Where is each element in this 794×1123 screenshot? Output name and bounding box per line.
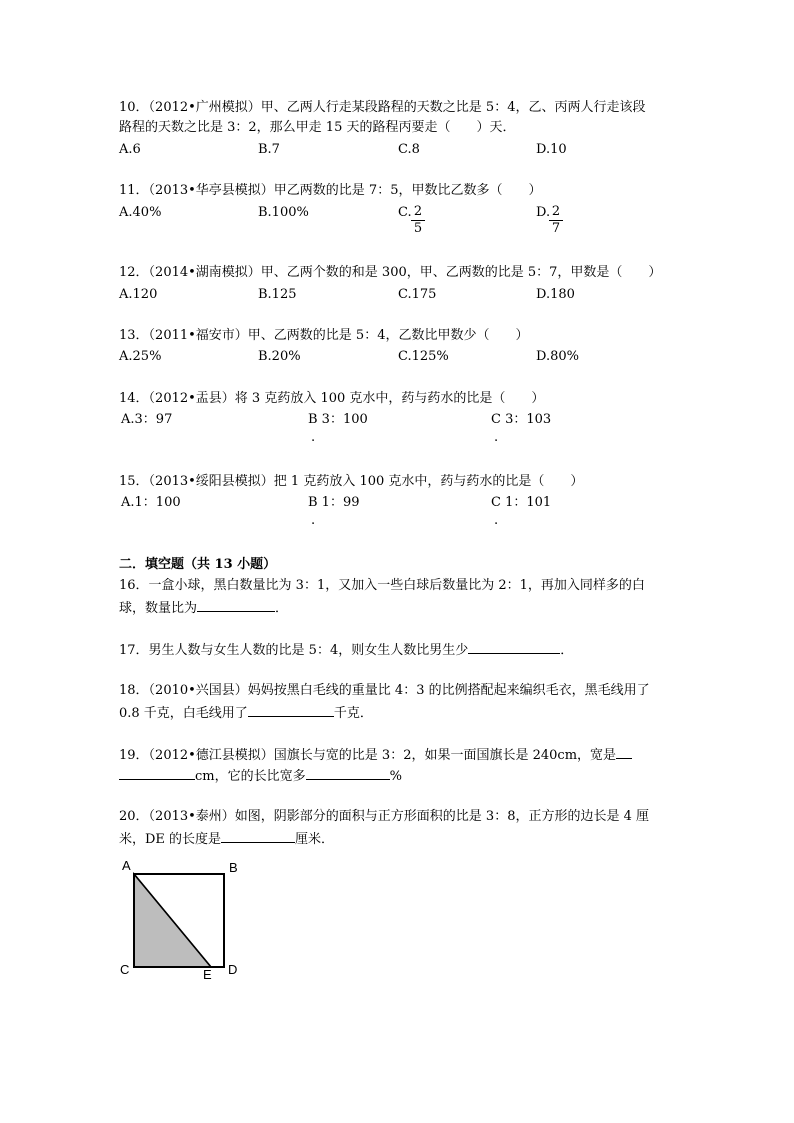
q15-option-a: A.1：100 [121,495,181,510]
q12-line1: 12．（2014•湖南模拟）甲、乙两个数的和是 300，甲、乙两数的比是 5：7，甲数是（ ） [119,265,662,280]
q14-option-c: C 3：103 [491,412,552,427]
q11-c-denominator: 5 [413,221,423,236]
q12-option-b: B.125 [258,287,297,302]
label-b: B [229,860,238,875]
q11-option-d: D. [536,205,551,220]
q16-line2-end: ． [275,601,289,616]
section-title: 二．填空题（共 13 小题） [119,557,277,572]
q11-d-numerator: 2 [549,204,563,221]
q19-line2-end: % [389,769,402,784]
q16-line2 [119,597,288,619]
q18-line1: 18．（2010•兴国县）妈妈按黑白毛线的重量比 4：3 的比例搭配起来编织毛衣，黑毛线用了 [119,683,650,698]
q12-option-d: D.180 [536,287,575,302]
label-a: A [122,858,131,873]
q20-line1: 20．（2013•泰州）如图，阴影部分的面积与正方形面积的比是 3：8，正方形的边长是 4 厘 [119,809,650,824]
q11-option-c-fraction [411,204,425,237]
q12-option-a: A.120 [119,287,158,302]
q15-option-b-dot: . [311,513,316,528]
q11-option-a: A.40% [119,205,162,220]
q17-answer-blank[interactable] [468,639,560,654]
q14-option-b: B 3：100 [308,412,368,427]
square-figure [110,850,260,980]
q13-option-a: A.25% [119,349,162,364]
q11-c-numerator: 2 [411,204,425,221]
q13-option-d: D.80% [536,349,579,364]
q20-line2-text: 米，DE 的长度是 [119,832,222,847]
q14-line1: 14．（2012•盂县）将 3 克药放入 100 克水中，药与药水的比是（ ） [119,391,545,406]
q18-line2-text: 0.8 千克，白毛线用了 [119,706,248,721]
q19-percent-blank[interactable] [306,765,390,780]
q20-answer-blank[interactable] [221,828,295,843]
q11-option-b: B.100% [258,205,309,220]
q12-option-c: C.175 [398,287,437,302]
q11-line1: 11．（2013•华亭县模拟）甲乙两数的比是 7：5，甲数比乙数多（ ） [119,183,542,198]
q15-option-c-dot: . [494,513,499,528]
q10-line2: 路程的天数之比是 3：2，那么甲走 15 天的路程丙要走（ ）天． [119,120,516,135]
q19-width-blank[interactable] [119,765,195,780]
q18-line2 [119,702,373,724]
q16-line2-text: 球，数量比为 [119,601,198,616]
q16-answer-blank[interactable] [197,597,275,612]
q18-line2-end: 千克． [333,706,373,721]
q20-line2-end: 厘米． [295,832,335,847]
q19-line1 [119,744,632,766]
q17-end: ． [560,643,574,658]
q11-option-d-fraction [549,204,563,237]
q10-option-c: C.8 [398,142,420,157]
q10-option-b: B.7 [258,142,280,157]
q11-d-denominator: 7 [551,221,561,236]
q19-width-blank-start[interactable] [616,744,632,759]
q13-line1: 13．（2011•福安市）甲、乙两数的比是 5：4，乙数比甲数少（ ） [119,328,529,343]
q20-line2 [119,828,334,850]
q19-line2 [119,765,402,787]
q19-text: 19．（2012•德江县模拟）国旗长与宽的比是 3：2，如果一面国旗长是 240cm，宽是 [119,748,617,763]
q14-option-a: A.3：97 [121,412,173,427]
q16-line1: 16．一盒小球，黑白数量比为 3：1，又加入一些白球后数量比为 2：1，再加入同样多的白 [119,578,645,593]
q18-answer-blank[interactable] [248,702,334,717]
label-c: C [120,962,130,977]
q10-option-a: A.6 [119,142,141,157]
q15-line1: 15．（2013•绥阳县模拟）把 1 克药放入 100 克水中，药与药水的比是（ ） [119,474,584,489]
q15-option-c: C 1：101 [491,495,552,510]
label-d: D [228,962,238,977]
q14-option-b-dot: . [311,430,316,445]
q10-option-d: D.10 [536,142,567,157]
q17-line1 [119,639,573,661]
q15-option-b: B 1：99 [308,495,360,510]
q17-text: 17．男生人数与女生人数的比是 5：4，则女生人数比男生少 [119,643,469,658]
q19-line2-text: cm，它的长比宽多 [195,769,306,784]
q10-line1: 10．（2012•广州模拟）甲、乙两人行走某段路程的天数之比是 5：4，乙、丙两人行走该段 [119,100,646,115]
q13-option-b: B.20% [258,349,301,364]
q11-option-c: C. [398,205,412,220]
label-e: E [203,967,212,980]
q13-option-c: C.125% [398,349,449,364]
q14-option-c-dot: . [494,430,499,445]
